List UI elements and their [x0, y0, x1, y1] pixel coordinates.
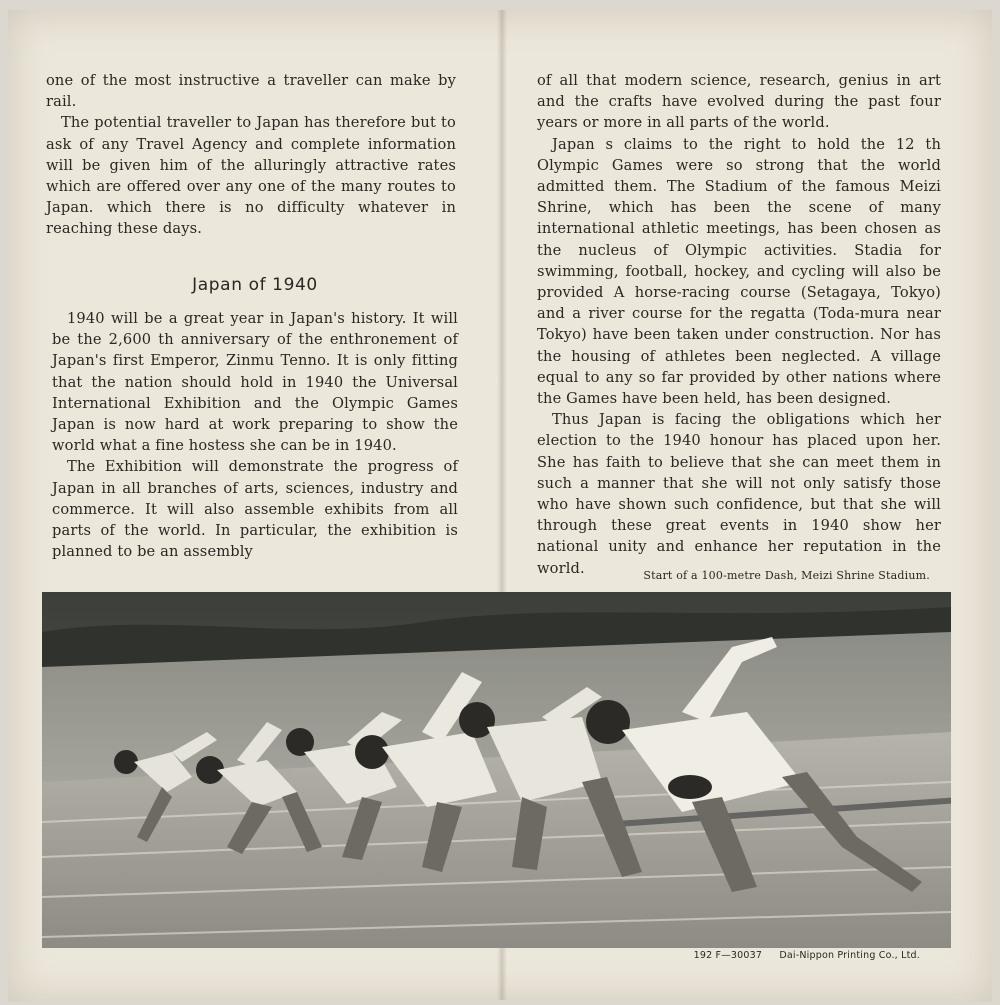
sprint-start-photo — [42, 592, 951, 948]
right-paragraph-2: Japan s claims to the right to hold the 12 th Olympic Games were so strong that the world admitted them. The Stadium of the famous Meizi Shrine, which has been the scene of many international athletic meetings, has been chosen as the nucleus of Olympic activities. Stadia for swimming, football, hockey, and cycling will also be provided A horse-racing course (Setagaya, Tokyo) and a river course for the regatta (Toda-mura near Tokyo) have been taken under construction. Nor has the housing of athletes been neglected. A village equal to any so far provided by other nations where the Games have been held, has been designed. — [537, 135, 941, 408]
printer-imprint — [600, 950, 920, 961]
left-paragraph-1: one of the most instructive a traveller can make by rail. — [46, 72, 456, 111]
right-paragraph-3: Thus Japan is facing the obligations which her election to the 1940 honour has placed upon her. She has faith to believe that she can meet them in such a manner that she will not only satisfy those who have shown such confidence, but that she will through these great events in 1940 show her national unity and enhance her reputation in the world. — [537, 411, 941, 577]
imprint-code: 192 F—30037 — [693, 950, 763, 961]
right-paragraph-1: of all that modern science, research, genius in art and the crafts have evolved during the past four years or more in all parts of the world. — [537, 72, 941, 132]
left-paragraph-2: The potential traveller to Japan has therefore but to ask of any Travel Agency and complete information will be given him of the alluringly attractive rates which are offered over any one of the many routes to Japan. which there is no difficulty whatever in reaching these days. — [46, 114, 456, 238]
imprint-printer: Dai-Nippon Printing Co., Ltd. — [779, 950, 920, 961]
photo-caption: Start of a 100-metre Dash, Meizi Shrine Stadium. — [643, 569, 930, 582]
left-page-text-bottom — [52, 308, 458, 562]
right-page-text — [537, 70, 941, 579]
left-paragraph-4: The Exhibition will demonstrate the progress of Japan in all branches of arts, sciences, industry and commerce. It will also assemble exhibits from all parts of the world. In particular, the exhibition is planned to be an assembly — [52, 458, 458, 561]
left-page-text-top — [46, 70, 456, 240]
sprint-start-illustration — [42, 592, 951, 948]
section-heading: Japan of 1940 — [192, 275, 318, 295]
left-paragraph-3: 1940 will be a great year in Japan's history. It will be the 2,600 th anniversary of the enthronement of Japan's first Emperor, Zinmu Tenno. It is only fitting that the nation should hold in 1940 the Universal International Exhibition and the Olympic Games Japan is now hard at work preparing to show the world what a fine hostess she can be in 1940. — [52, 310, 458, 455]
